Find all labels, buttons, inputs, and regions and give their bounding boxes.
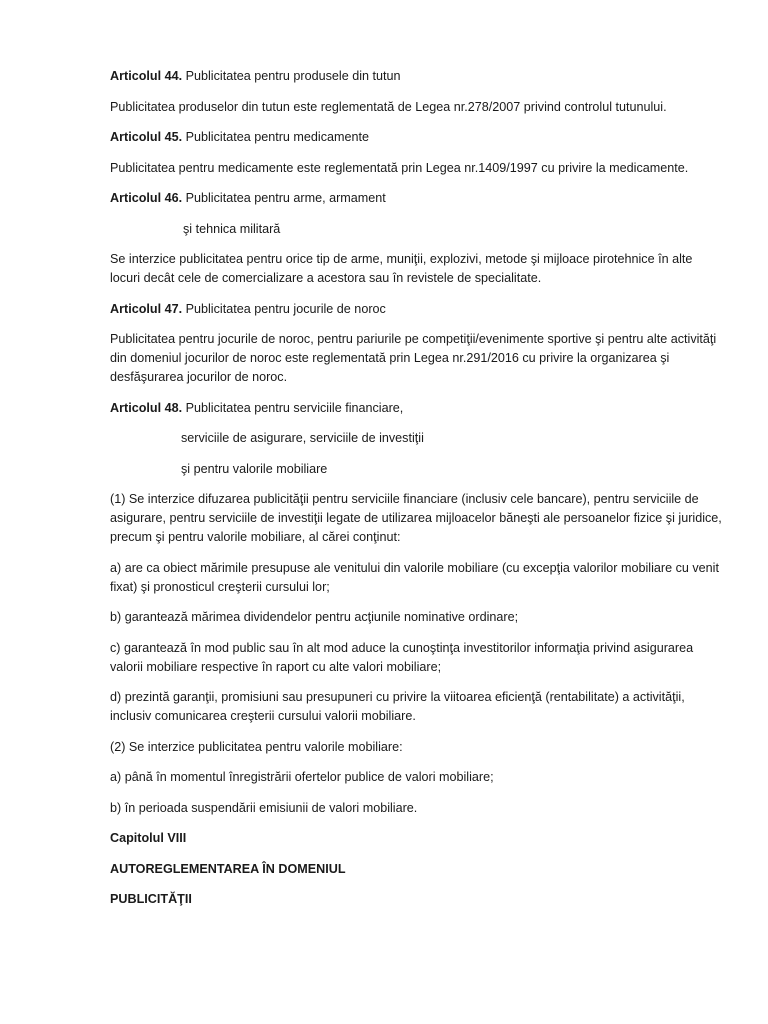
article-title: Publicitatea pentru medicamente <box>182 130 370 144</box>
chapter-label: Capitolul VIII <box>110 831 187 845</box>
article-47-heading <box>110 300 722 319</box>
article-48-paragraph-2: (2) Se interzice publicitatea pentru valorile mobiliare: <box>110 739 403 754</box>
article-46-title-continuation: şi tehnica militară <box>183 221 281 236</box>
article-47-body: Publicitatea pentru jocurile de noroc, pentru pariurile pe competiţii/evenimente sportive şi pentru alte activităţi din domeniul jocurilor de noroc este reglementată prin Legea nr.291/2016 cu privire la organizarea şi desfăşurarea jocurilor de noroc. <box>110 332 717 384</box>
article-label: Articolul 45. <box>110 130 183 144</box>
chapter-title-line-2: PUBLICITĂŢII <box>110 892 192 906</box>
document-page <box>110 67 722 921</box>
article-title: Publicitatea pentru serviciile financiare, <box>182 400 404 415</box>
article-title: Publicitatea pentru produsele din tutun <box>182 69 401 83</box>
article-48-item-d: d) prezintă garanţii, promisiuni sau presupuneri cu privire la viitoarea eficienţă (rentabilitate) a activităţii, inclusiv comunicarea creşterii cursului valorii mobiliare. <box>110 690 685 723</box>
article-title: Publicitatea pentru jocurile de noroc <box>182 301 386 316</box>
article-44-body: Publicitatea produselor din tutun este reglementată de Legea nr.278/2007 privind controlul tutunului. <box>110 99 667 114</box>
article-46-heading <box>110 189 722 208</box>
article-48-item-a: a) are ca obiect mărimile presupuse ale venitului din valorile mobiliare (cu excepţia valorilor mobiliare cu venit fixat) şi pronosticul creşterii cursului lor; <box>110 560 719 594</box>
article-48-item-c: c) garantează în mod public sau în alt mod aduce la cunoştinţa investitorilor informaţia privind asigurarea valorii mobiliare respective în raport cu alte valori mobiliare; <box>110 640 694 674</box>
article-48-paragraph-2-item-b: b) în perioada suspendării emisiunii de valori mobiliare. <box>110 800 418 815</box>
article-44-heading <box>110 67 722 86</box>
article-48-title-continuation-1: serviciile de asigurare, serviciile de investiţii <box>181 431 424 445</box>
article-title: Publicitatea pentru arme, armament <box>182 191 386 205</box>
article-label: Articolul 47. <box>110 301 183 316</box>
chapter-title-line-1: AUTOREGLEMENTAREA ÎN DOMENIUL <box>110 861 346 876</box>
article-48-paragraph-2-item-a: a) până în momentul înregistrării ofertelor publice de valori mobiliare; <box>110 770 494 784</box>
article-label: Articolul 44. <box>110 69 183 83</box>
article-label: Articolul 46. <box>110 191 183 205</box>
article-48-heading <box>110 399 722 418</box>
article-45-body: Publicitatea pentru medicamente este reglementată prin Legea nr.1409/1997 cu privire la medicamente. <box>110 160 689 175</box>
article-48-paragraph-1: (1) Se interzice difuzarea publicităţii pentru serviciile financiare (inclusiv cele bancare), pentru serviciile de asigurare, pentru serviciile de investiţii legate de utilizarea mijloacelor băneşti ale persoanelor fizice şi juridice, precum şi pentru valorile mobiliare, al cărei conţinut: <box>110 492 722 544</box>
article-48-title-continuation-2: şi pentru valorile mobiliare <box>181 461 328 476</box>
article-48-item-b: b) garantează mărimea dividendelor pentru acţiunile nominative ordinare; <box>110 610 519 624</box>
article-label: Articolul 48. <box>110 400 183 415</box>
article-46-body: Se interzice publicitatea pentru orice tip de arme, muniţii, explozivi, metode şi mijloace pirotehnice în alte locuri decât cele de comercializare a acestora sau în revistele de specialitate. <box>110 252 693 285</box>
article-45-heading <box>110 128 722 147</box>
